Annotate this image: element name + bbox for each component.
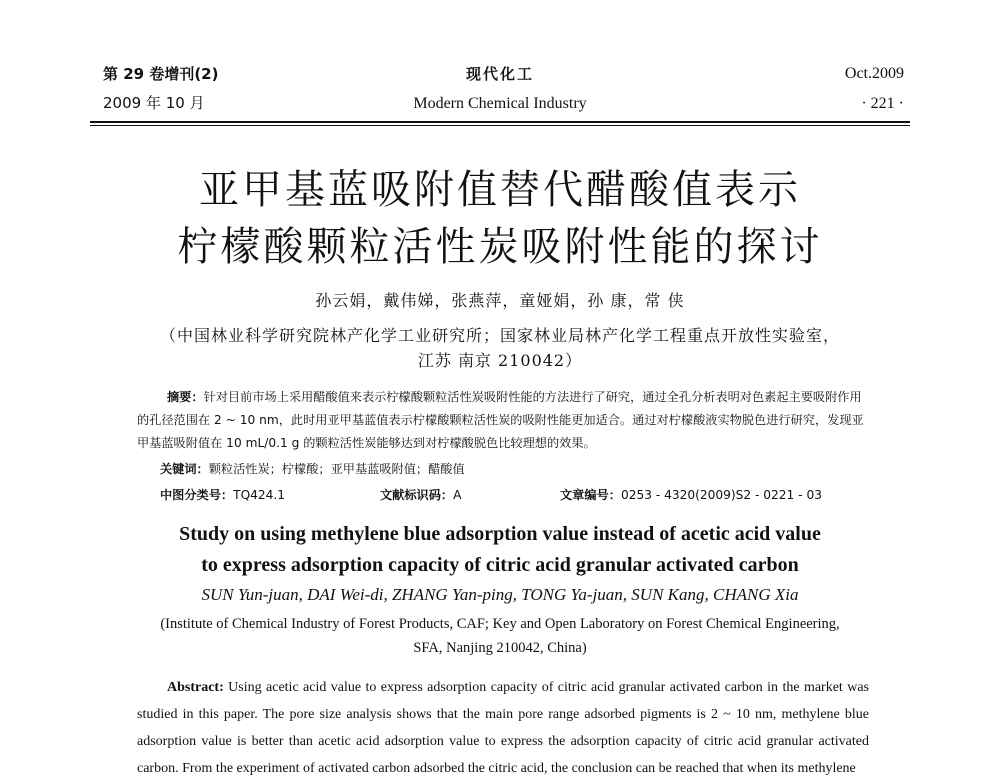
affiliation-cn-line2: 江苏 南京 210042） bbox=[417, 351, 583, 370]
page-number: · 221 · bbox=[861, 95, 904, 112]
article-number bbox=[560, 484, 822, 506]
header-rule bbox=[90, 121, 910, 123]
abstract-cn-text: 针对目前市场上采用醋酸值来表示柠檬酸颗粒活性炭吸附性能的方法进行了研究，通过全孔分析表明对色素起主要吸附作用的孔径范围在 2 ~ 10 nm，此时用亚甲基蓝值表示柠檬酸颗粒活性炭的吸附性能更加适合。通过对柠檬酸液实物脱色进行研究，发现亚甲基蓝吸附值在 10 mL/0.1 g 的颗粒活性炭能够达到对柠檬酸脱色比较理想的效果。 bbox=[137, 390, 864, 450]
authors-en: SUN Yun-juan, DAI Wei-di, ZHANG Yan-ping, TONG Ya-juan, SUN Kang, CHANG Xia bbox=[201, 585, 799, 604]
keywords-cn bbox=[160, 458, 465, 480]
header-rule-thin bbox=[90, 125, 910, 126]
keywords-cn-label: 关键词： bbox=[160, 462, 209, 476]
title-en-line2: to express adsorption capacity of citric acid granular activated carbon bbox=[201, 554, 799, 576]
journal-name-cn: 现代化工 bbox=[465, 65, 534, 83]
keywords-cn-text: 颗粒活性炭；柠檬酸；亚甲基蓝吸附值；醋酸值 bbox=[208, 462, 465, 476]
title-cn-line2: 柠檬酸颗粒活性炭吸附性能的探讨 bbox=[177, 224, 823, 270]
abstract-cn-label: 摘要： bbox=[167, 390, 204, 404]
journal-name-en: Modern Chemical Industry bbox=[413, 95, 587, 112]
abstract-en bbox=[137, 674, 869, 776]
affiliation-cn-line1: （中国林业科学研究院林产化学工业研究所；国家林业局林产化学工程重点开放性实验室， bbox=[159, 326, 840, 345]
title-en-line1: Study on using methylene blue adsorption value instead of acetic acid value bbox=[179, 523, 821, 545]
title-cn-line1: 亚甲基蓝吸附值替代醋酸值表示 bbox=[199, 167, 801, 213]
doc-code-label: 文献标识码： bbox=[380, 488, 454, 502]
authors-cn: 孙云娟，戴伟娣，张燕萍，童娅娟，孙 康，常 侠 bbox=[315, 291, 685, 310]
abstract-cn bbox=[137, 386, 869, 455]
abstract-en-text: Using acetic acid value to express adsorption capacity of citric acid granular activated carbon in the market was studied in this paper. The pore size analysis shows that the main pore range adsorbed pigments is 2 ~ 10 nm, methylene blue adsorption value is better than acetic acid adsorption value to express the adsorption capacity of citric acid granular activated carbon. From the experiment of activated carbon adsorbed the citric acid, the conclusion can be reached that when its methylene bbox=[137, 680, 869, 776]
clc-number bbox=[160, 484, 285, 506]
journal-date-cn: 2009 年 10 月 bbox=[103, 94, 205, 112]
doc-code-value: A bbox=[453, 488, 462, 502]
article-number-value: 0253 - 4320(2009)S2 - 0221 - 03 bbox=[620, 488, 822, 502]
journal-date-en: Oct.2009 bbox=[844, 65, 904, 82]
abstract-en-label: Abstract: bbox=[167, 680, 224, 695]
document-code bbox=[380, 484, 461, 506]
journal-volume: 第 29 卷增刊(2) bbox=[103, 65, 219, 83]
affiliation-en-line2: SFA, Nanjing 210042, China) bbox=[413, 640, 587, 656]
article-number-label: 文章编号： bbox=[560, 488, 621, 502]
clc-label: 中图分类号： bbox=[160, 488, 234, 502]
clc-value: TQ424.1 bbox=[233, 488, 286, 502]
affiliation-en-line1: (Institute of Chemical Industry of Forest Products, CAF; Key and Open Laboratory on Forest Chemical Engineering, bbox=[160, 616, 840, 632]
